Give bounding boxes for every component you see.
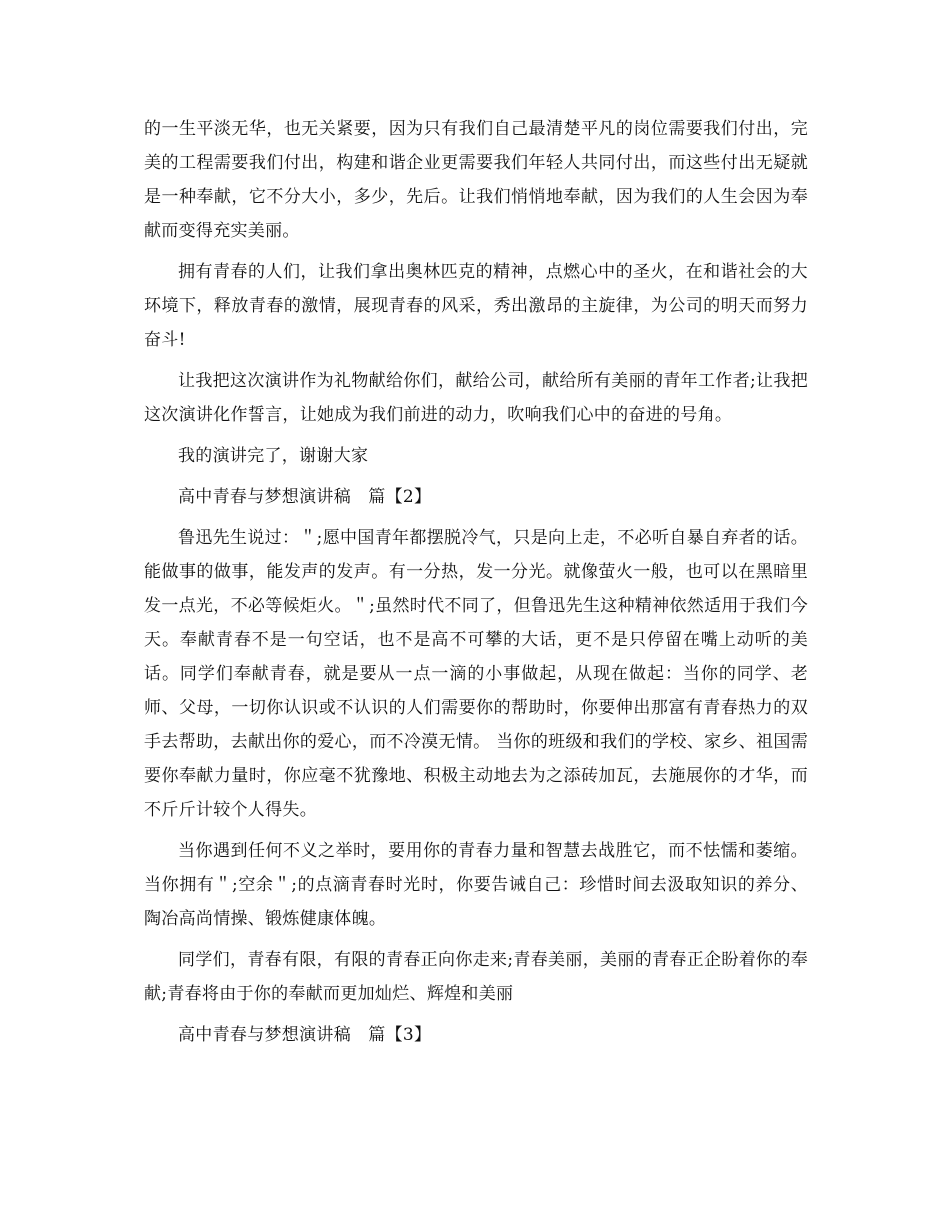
paragraph: 拥有青春的人们，让我们拿出奥林匹克的精神，点燃心中的圣火，在和谐社会的大环境下，释放青春的激情，展现青春的风采，秀出激昂的主旋律，为公司的明天而努力奋斗! (144, 262, 808, 350)
paragraph: 当你遇到任何不义之举时，要用你的青春力量和智慧去战胜它，而不怯懦和萎缩。当你拥有＂;空余＂;的点滴青春时光时，你要告诫自己：珍惜时间去汲取知识的养分、陶冶高尚情操、锻炼健康体魄。 (144, 841, 808, 929)
section-heading-2: 高中青春与梦想演讲稿 篇【2】 (178, 487, 432, 507)
document-page (144, 112, 808, 1059)
paragraph: 让我把这次演讲作为礼物献给你们，献给公司，献给所有美丽的青年工作者;让我把这次演讲化作誓言，让她成为我们前进的动力，吹响我们心中的奋进的号角。 (144, 371, 808, 425)
paragraph-continuation: 的一生平淡无华，也无关紧要，因为只有我们自己最清楚平凡的岗位需要我们付出，完美的工程需要我们付出，构建和谐企业更需要我们年轻人共同付出，而这些付出无疑就是一种奉献，它不分大小，多少，先后。让我们悄悄地奉献，因为我们的人生会因为奉献而变得充实美丽。 (144, 119, 808, 241)
paragraph-closing: 我的演讲完了，谢谢大家 (178, 446, 369, 466)
paragraph: 同学们，青春有限，有限的青春正向你走来;青春美丽，美丽的青春正企盼着你的奉献;青春将由于你的奉献而更加灿烂、辉煌和美丽 (144, 950, 808, 1004)
section-heading-3: 高中青春与梦想演讲稿 篇【3】 (178, 1025, 432, 1045)
paragraph: 鲁迅先生说过：＂;愿中国青年都摆脱冷气，只是向上走，不必听自暴自弃者的话。能做事的做事，能发声的发声。有一分热，发一分光。就像萤火一般，也可以在黑暗里发一点光，不必等候炬火。＂;虽然时代不同了，但鲁迅先生这种精神依然适用于我们今天。奉献青春不是一句空话，也不是高不可攀的大话，更不是只停留在嘴上动听的美话。同学们奉献青春，就是要从一点一滴的小事做起，从现在做起：当你的同学、老师、父母，一切你认识或不认识的人们需要你的帮助时，你要伸出那富有青春热力的双手去帮助，去献出你的爱心，而不冷漠无情。 当你的班级和我们的学校、家乡、祖国需要你奉献力量时，你应毫不犹豫地、积极主动地去为之添砖加瓦，去施展你的才华，而不斤斤计较个人得失。 (144, 528, 808, 820)
